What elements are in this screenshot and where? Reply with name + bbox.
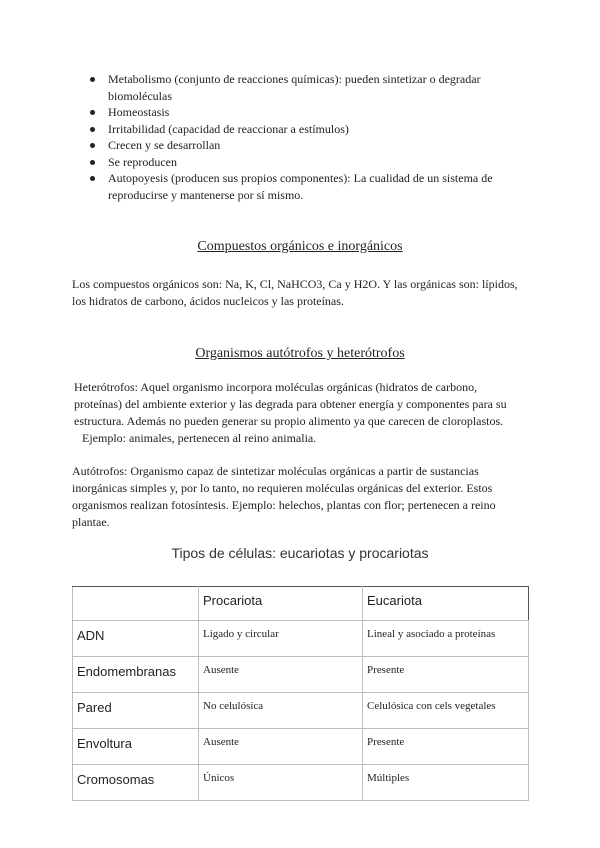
table-row: [73, 693, 529, 729]
procariota-cell: Ausente: [199, 729, 363, 765]
eucariota-cell: Celulósica con cels vegetales: [363, 693, 529, 729]
compounds-paragraph: [72, 276, 528, 310]
eucariota-cell: Múltiples: [363, 765, 529, 801]
section-heading-organisms: Organismos autótrofos y heterótrofos: [195, 346, 405, 361]
procariota-cell: Ligado y circular: [199, 621, 363, 657]
characteristics-list: [88, 71, 528, 203]
table-row: [73, 729, 529, 765]
cell-types-table: [72, 586, 529, 801]
eucariota-cell: Presente: [363, 657, 529, 693]
header-cell-empty: [73, 587, 199, 621]
list-item: Homeostasis: [88, 104, 528, 121]
section-heading-compounds: Compuestos orgánicos e inorgánicos: [197, 239, 403, 254]
heterotrophs-paragraph: [72, 379, 528, 447]
table-row: [73, 621, 529, 657]
procariota-cell: Únicos: [199, 765, 363, 801]
row-feature-cell: Cromosomas: [73, 765, 199, 801]
list-item: Autopoyesis (producen sus propios componentes): La cualidad de un sistema de reproducirse y mantenerse por sí mismo.: [88, 170, 528, 203]
row-feature-cell: ADN: [73, 621, 199, 657]
row-feature-cell: Envoltura: [73, 729, 199, 765]
table-row: [73, 765, 529, 801]
table-row: [73, 657, 529, 693]
eucariota-cell: Lineal y asociado a proteínas: [363, 621, 529, 657]
row-feature-cell: Endomembranas: [73, 657, 199, 693]
procariota-cell: Ausente: [199, 657, 363, 693]
list-item: Se reproducen: [88, 154, 528, 171]
list-item: Crecen y se desarrollan: [88, 137, 528, 154]
eucariota-cell: Presente: [363, 729, 529, 765]
table-title: Tipos de células: eucariotas y procariotas: [171, 545, 429, 561]
row-feature-cell: Pared: [73, 693, 199, 729]
list-item: Irritabilidad (capacidad de reaccionar a estímulos): [88, 121, 528, 138]
header-cell-procariota: Procariota: [199, 587, 363, 621]
table-header-row: [73, 587, 529, 621]
autotrophs-text: Autótrofos: Organismo capaz de sintetizar moléculas orgánicas a partir de sustancias inorgánicas simples y, por lo tanto, no requieren moléculas orgánicas del exterior. Estos organismos realizan fotosíntesis. Ejemplo: helechos, plantas con flor; pertenecen a reino plantae.: [72, 464, 496, 529]
list-item: Metabolismo (conjunto de reacciones químicas): pueden sintetizar o degradar biomoléculas: [88, 71, 528, 104]
header-cell-eucariota: Eucariota: [363, 587, 529, 621]
autotrophs-paragraph: [72, 463, 528, 531]
heterotrophs-text: Heterótrofos: Aquel organismo incorpora moléculas orgánicas (hidratos de carbono, proteínas) del ambiente exterior y las degrada para obtener energía y componentes para su estructura. Además no pueden generar su propio alimento ya que carecen de cloroplastos.: [74, 380, 507, 428]
compounds-text: Los compuestos orgánicos son: Na, K, Cl, NaHCO3, Ca y H2O. Y las orgánicas son: lípidos, los hidratos de carbono, ácidos nucleicos y las proteínas.: [72, 277, 518, 308]
heterotrophs-example: Ejemplo: animales, pertenecen al reino animalia.: [82, 431, 317, 445]
procariota-cell: No celulósica: [199, 693, 363, 729]
